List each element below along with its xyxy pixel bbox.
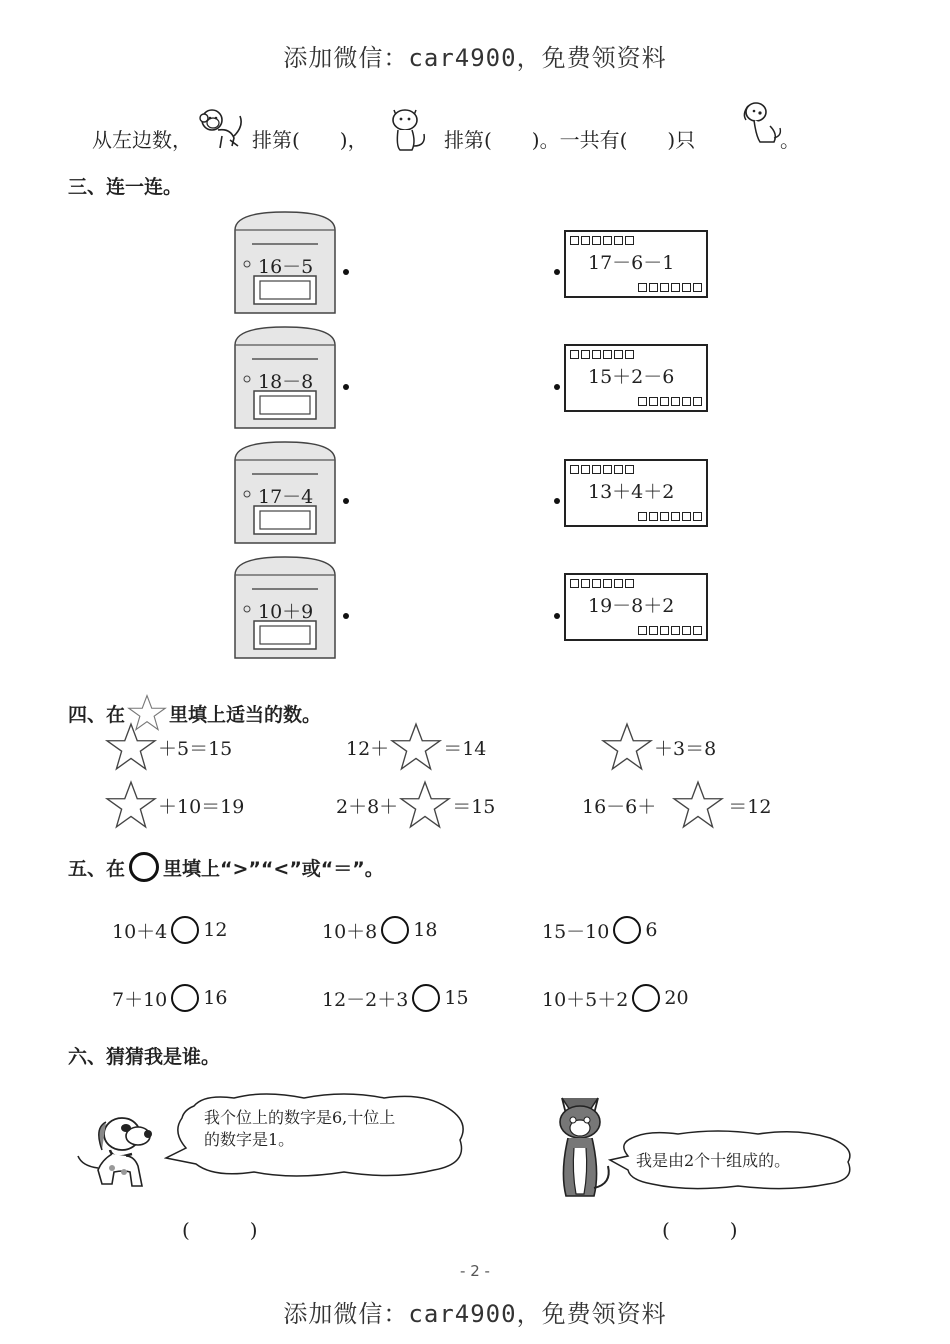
mailbox	[234, 440, 336, 544]
equation-text: ＋3＝8	[654, 737, 717, 760]
compare-item	[542, 984, 689, 1012]
mailbox	[234, 325, 336, 429]
dog-speech-line2: 的数字是1。	[204, 1130, 295, 1149]
postcard	[564, 230, 708, 298]
postcard-expression: 15＋2－6	[588, 366, 675, 388]
star-blank-icon[interactable]	[389, 722, 443, 772]
section4-title-pre: 四、在	[68, 703, 126, 726]
compare-left: 15－10	[542, 920, 610, 943]
dog-icon	[740, 98, 784, 146]
cat-icon	[386, 102, 432, 154]
compare-circle[interactable]	[613, 916, 641, 944]
count-text-1: 从左边数，	[92, 128, 192, 152]
postcard-expression: 19－8＋2	[588, 595, 675, 617]
compare-right: 20	[664, 987, 689, 1009]
equation-text: ＝15	[452, 795, 496, 818]
section4-title-post: 里填上适当的数。	[169, 703, 322, 726]
mailbox-expression: 10＋9	[258, 601, 314, 623]
postcard	[564, 344, 708, 412]
star-equation	[336, 780, 495, 830]
equation-text: ＋10＝19	[158, 795, 245, 818]
star-equation	[346, 722, 486, 772]
postcard	[564, 459, 708, 527]
equation-text: ＝14	[443, 737, 487, 760]
compare-circle[interactable]	[632, 984, 660, 1012]
answer-blank-left[interactable]: ( )	[182, 1218, 258, 1242]
equation-text: 16－6＋	[582, 795, 657, 818]
card-connect-dot[interactable]	[554, 269, 560, 275]
monkey-icon	[196, 106, 246, 152]
cat-character-icon	[548, 1092, 616, 1202]
card-connect-dot[interactable]	[554, 498, 560, 504]
star-equation	[600, 722, 716, 772]
compare-item	[322, 984, 469, 1012]
section5-title-pre: 五、在	[68, 857, 126, 880]
star-blank-icon[interactable]	[668, 780, 728, 830]
postcard-expression: 13＋4＋2	[588, 481, 675, 503]
star-equation	[104, 722, 232, 772]
compare-left: 10＋5＋2	[542, 988, 629, 1011]
star-blank-icon[interactable]	[600, 722, 654, 772]
mailbox	[234, 210, 336, 314]
mailbox-connect-dot[interactable]	[343, 498, 349, 504]
mailbox-expression: 17－4	[258, 486, 314, 508]
count-text-2: 排第( )，	[252, 128, 368, 152]
postcard-expression: 17－6－1	[588, 252, 675, 274]
dog-character-icon	[72, 1106, 172, 1198]
count-text-end: 。	[780, 128, 800, 152]
section6-title: 六、猜猜我是谁。	[68, 1046, 221, 1068]
answer-blank-right[interactable]: ( )	[662, 1218, 738, 1242]
compare-right: 6	[645, 919, 658, 941]
compare-item	[112, 984, 227, 1012]
dog-speech-line1: 我个位上的数字是6,十位上	[204, 1108, 396, 1127]
compare-circle[interactable]	[412, 984, 440, 1012]
compare-left: 10＋4	[112, 920, 168, 943]
compare-item	[322, 916, 437, 944]
compare-circle[interactable]	[381, 916, 409, 944]
equation-text: 12＋	[346, 737, 390, 760]
mailbox-expression: 16－5	[258, 256, 314, 278]
watermark-bottom: 添加微信：car4900，免费领资料	[283, 1300, 667, 1328]
star-blank-icon[interactable]	[104, 722, 158, 772]
section5-title-post: 里填上“>”“<”或“＝”。	[163, 857, 384, 880]
watermark-top: 添加微信：car4900，免费领资料	[283, 44, 667, 72]
compare-circle[interactable]	[171, 916, 199, 944]
compare-item	[542, 916, 657, 944]
compare-item	[112, 916, 227, 944]
compare-left: 12－2＋3	[322, 988, 409, 1011]
star-blank-icon[interactable]	[104, 780, 158, 830]
star-blank-icon[interactable]	[398, 780, 452, 830]
compare-left: 10＋8	[322, 920, 378, 943]
count-text-3: 排第( )。一共有( )只	[444, 128, 696, 152]
equation-text: ＋5＝15	[158, 737, 233, 760]
section3-title: 三、连一连。	[68, 176, 183, 198]
compare-left: 7＋10	[112, 988, 168, 1011]
compare-right: 15	[444, 987, 469, 1009]
equation-text: ＝12	[728, 795, 772, 818]
mailbox-connect-dot[interactable]	[343, 613, 349, 619]
compare-right: 12	[203, 919, 228, 941]
page-number: - 2 -	[460, 1262, 490, 1280]
mailbox	[234, 555, 336, 659]
compare-right: 18	[413, 919, 438, 941]
mailbox-connect-dot[interactable]	[343, 384, 349, 390]
circle-icon	[129, 852, 159, 882]
card-connect-dot[interactable]	[554, 384, 560, 390]
cat-speech: 我是由2个十组成的。	[636, 1151, 791, 1170]
section5-title	[68, 852, 384, 882]
equation-text: 2＋8＋	[336, 795, 399, 818]
card-connect-dot[interactable]	[554, 613, 560, 619]
compare-circle[interactable]	[171, 984, 199, 1012]
star-equation	[104, 780, 244, 830]
star-equation	[582, 780, 771, 830]
mailbox-connect-dot[interactable]	[343, 269, 349, 275]
compare-right: 16	[203, 987, 228, 1009]
mailbox-expression: 18－8	[258, 371, 314, 393]
postcard	[564, 573, 708, 641]
